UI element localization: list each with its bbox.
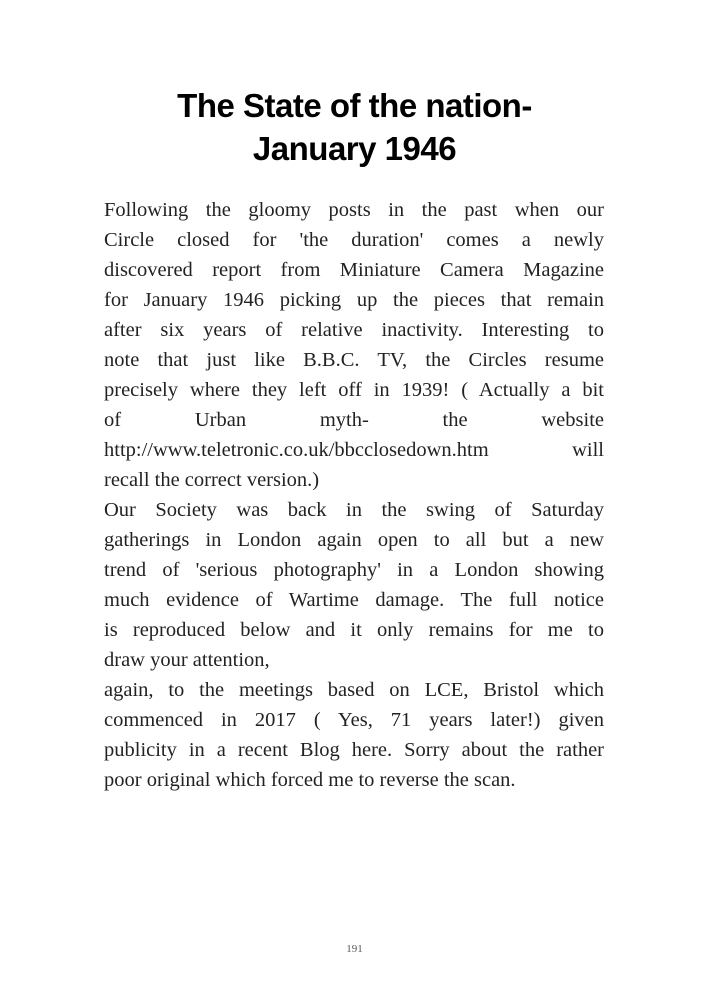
body-line: commenced in 2017 ( Yes, 71 years later!) given — [104, 709, 604, 731]
body-line: precisely where they left off in 1939! ( Actually a bit — [104, 379, 604, 401]
title-line-1: The State of the nation- — [177, 87, 532, 124]
body-line: note that just like B.B.C. TV, the Circles resume — [104, 349, 604, 371]
body-line: of Urban myth- the website — [104, 409, 604, 431]
body-line: discovered report from Miniature Camera Magazine — [104, 259, 604, 281]
body-line: again, to the meetings based on LCE, Bristol which — [104, 679, 604, 701]
body-line: after six years of relative inactivity. Interesting to — [104, 319, 604, 341]
body-line: poor original which forced me to reverse the scan. — [104, 769, 516, 791]
body-line: http://www.teletronic.co.uk/bbcclosedown.htm will — [104, 439, 604, 461]
body-line: Following the gloomy posts in the past when our — [104, 199, 604, 221]
body-line: much evidence of Wartime damage. The full notice — [104, 589, 604, 611]
body-line: draw your attention, — [104, 649, 270, 671]
body-line: recall the correct version.) — [104, 469, 320, 491]
body-line: for January 1946 picking up the pieces that remain — [104, 289, 604, 311]
body-line: trend of 'serious photography' in a London showing — [104, 559, 604, 581]
body-line: Circle closed for 'the duration' comes a newly — [104, 229, 604, 251]
body-line: publicity in a recent Blog here. Sorry about the rather — [104, 739, 604, 761]
title-line-2: January 1946 — [252, 130, 457, 167]
body-line: gatherings in London again open to all but a new — [104, 529, 604, 551]
body-line: is reproduced below and it only remains for me to — [104, 619, 604, 641]
page-title — [60, 84, 649, 170]
article-body — [104, 195, 604, 795]
page-number: 191 — [346, 943, 363, 955]
body-line: Our Society was back in the swing of Saturday — [104, 499, 604, 521]
